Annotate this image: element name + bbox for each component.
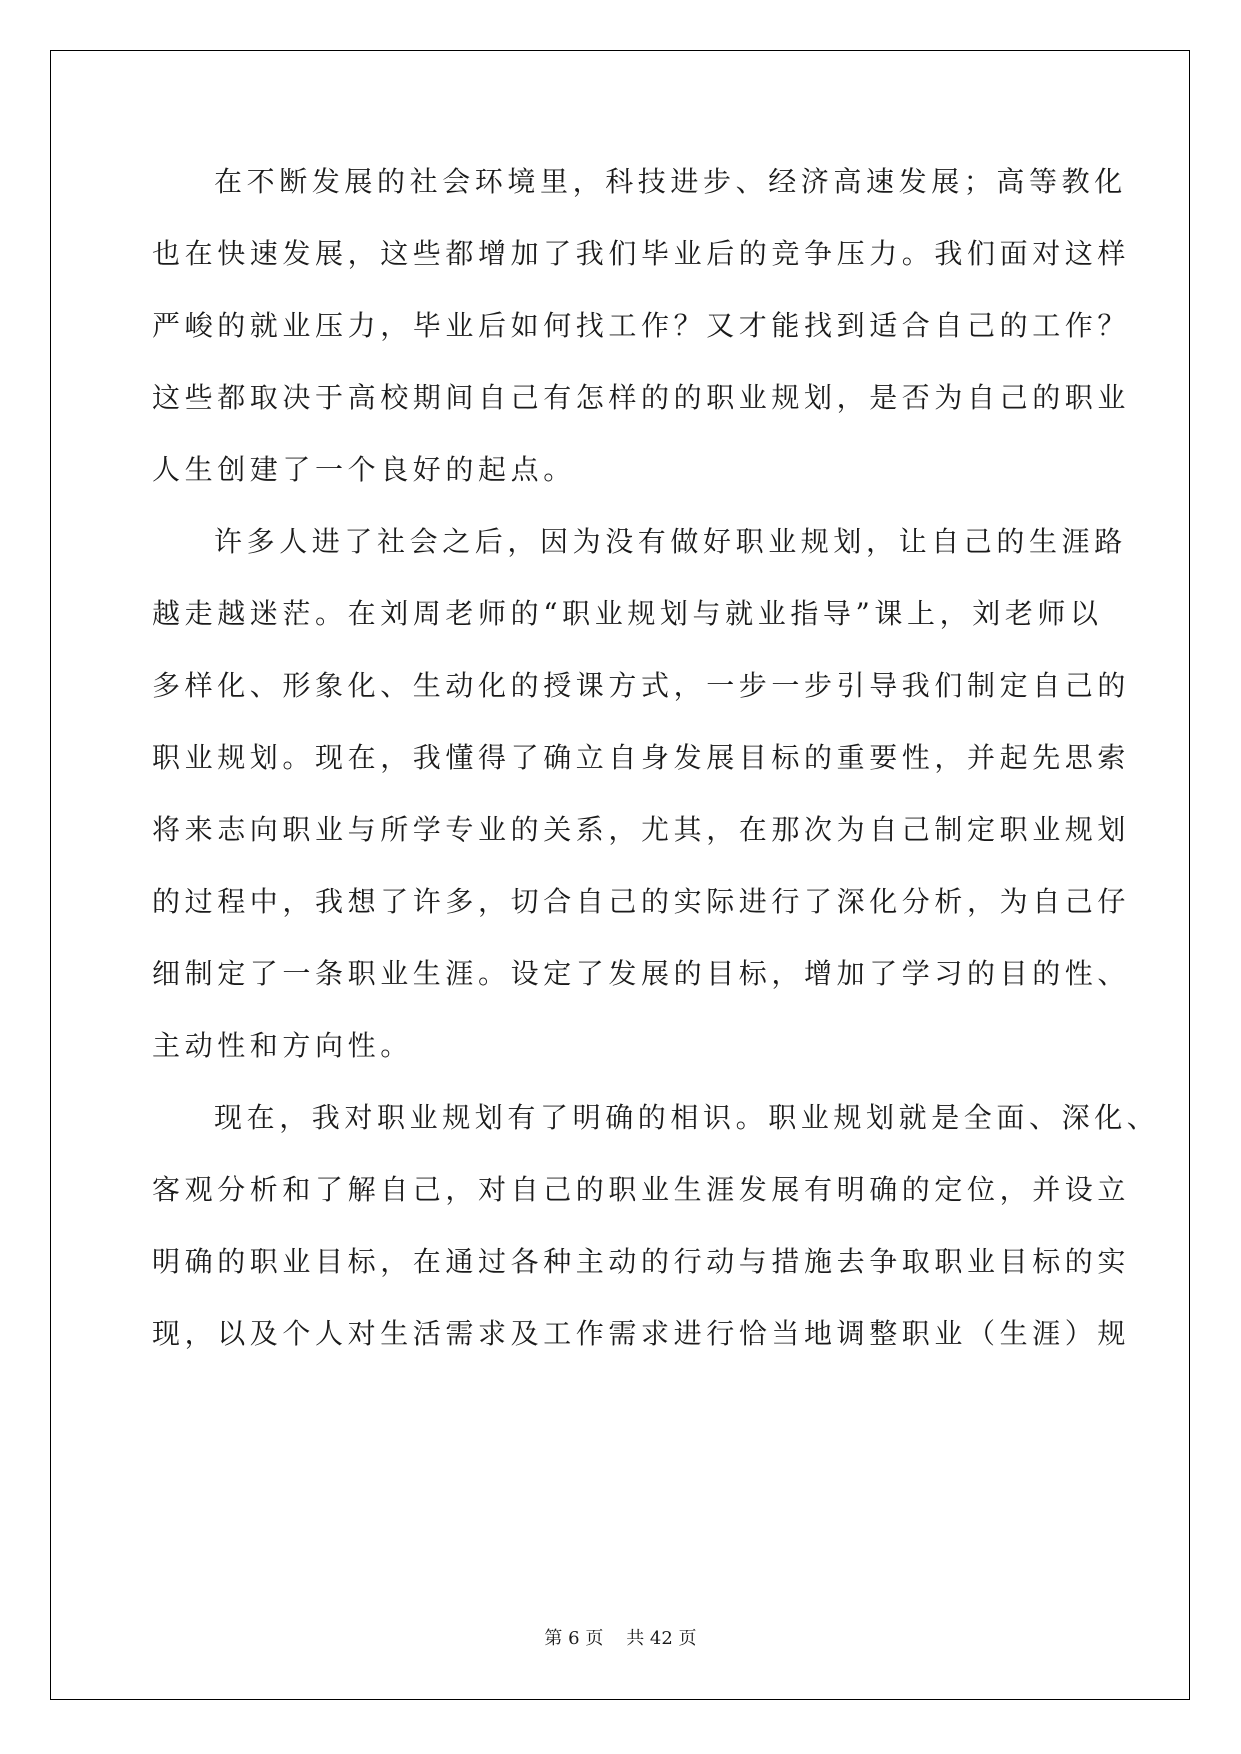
paragraph-1-line-3: 严峻的就业压力，毕业后如何找工作？又才能找到适合自己的工作？ xyxy=(152,309,1131,342)
paragraph-2-line-1: 许多人进了社会之后，因为没有做好职业规划，让自己的生涯路 xyxy=(214,525,1127,558)
paragraph-3-line-2: 客观分析和了解自己，对自己的职业生涯发展有明确的定位，并设立 xyxy=(152,1173,1131,1206)
paragraph-2-line-4: 职业规划。现在，我懂得了确立自身发展目标的重要性，并起先思索 xyxy=(152,741,1131,774)
paragraph-1-line-2: 也在快速发展，这些都增加了我们毕业后的竞争压力。我们面对这样 xyxy=(152,237,1131,270)
paragraph-1-line-4: 这些都取决于高校期间自己有怎样的的职业规划，是否为自己的职业 xyxy=(152,381,1131,414)
paragraph-3-line-4: 现，以及个人对生活需求及工作需求进行恰当地调整职业（生涯）规 xyxy=(152,1317,1131,1350)
paragraph-3-line-3: 明确的职业目标，在通过各种主动的行动与措施去争取职业目标的实 xyxy=(152,1245,1131,1278)
paragraph-2-line-6: 的过程中，我想了许多，切合自己的实际进行了深化分析，为自己仔 xyxy=(152,885,1131,918)
paragraph-2-line-5: 将来志向职业与所学专业的关系，尤其，在那次为自己制定职业规划 xyxy=(152,813,1131,846)
paragraph-2-line-3: 多样化、形象化、生动化的授课方式，一步一步引导我们制定自己的 xyxy=(152,669,1131,702)
page-number-footer: 第 6 页 共 42 页 xyxy=(544,1628,697,1649)
paragraph-2-line-8: 主动性和方向性。 xyxy=(152,1029,413,1062)
paragraph-2-line-2: 越走越迷茫。在刘周老师的“职业规划与就业指导”课上，刘老师以 xyxy=(152,597,1103,630)
paragraph-1-line-5: 人生创建了一个良好的起点。 xyxy=(152,453,576,486)
paragraph-3-line-1: 现在，我对职业规划有了明确的相识。职业规划就是全面、深化、 xyxy=(214,1101,1160,1134)
paragraph-2-line-7: 细制定了一条职业生涯。设定了发展的目标，增加了学习的目的性、 xyxy=(152,957,1131,990)
page-border xyxy=(50,50,1190,1700)
paragraph-1-line-1: 在不断发展的社会环境里，科技进步、经济高速发展；高等教化 xyxy=(214,165,1127,198)
